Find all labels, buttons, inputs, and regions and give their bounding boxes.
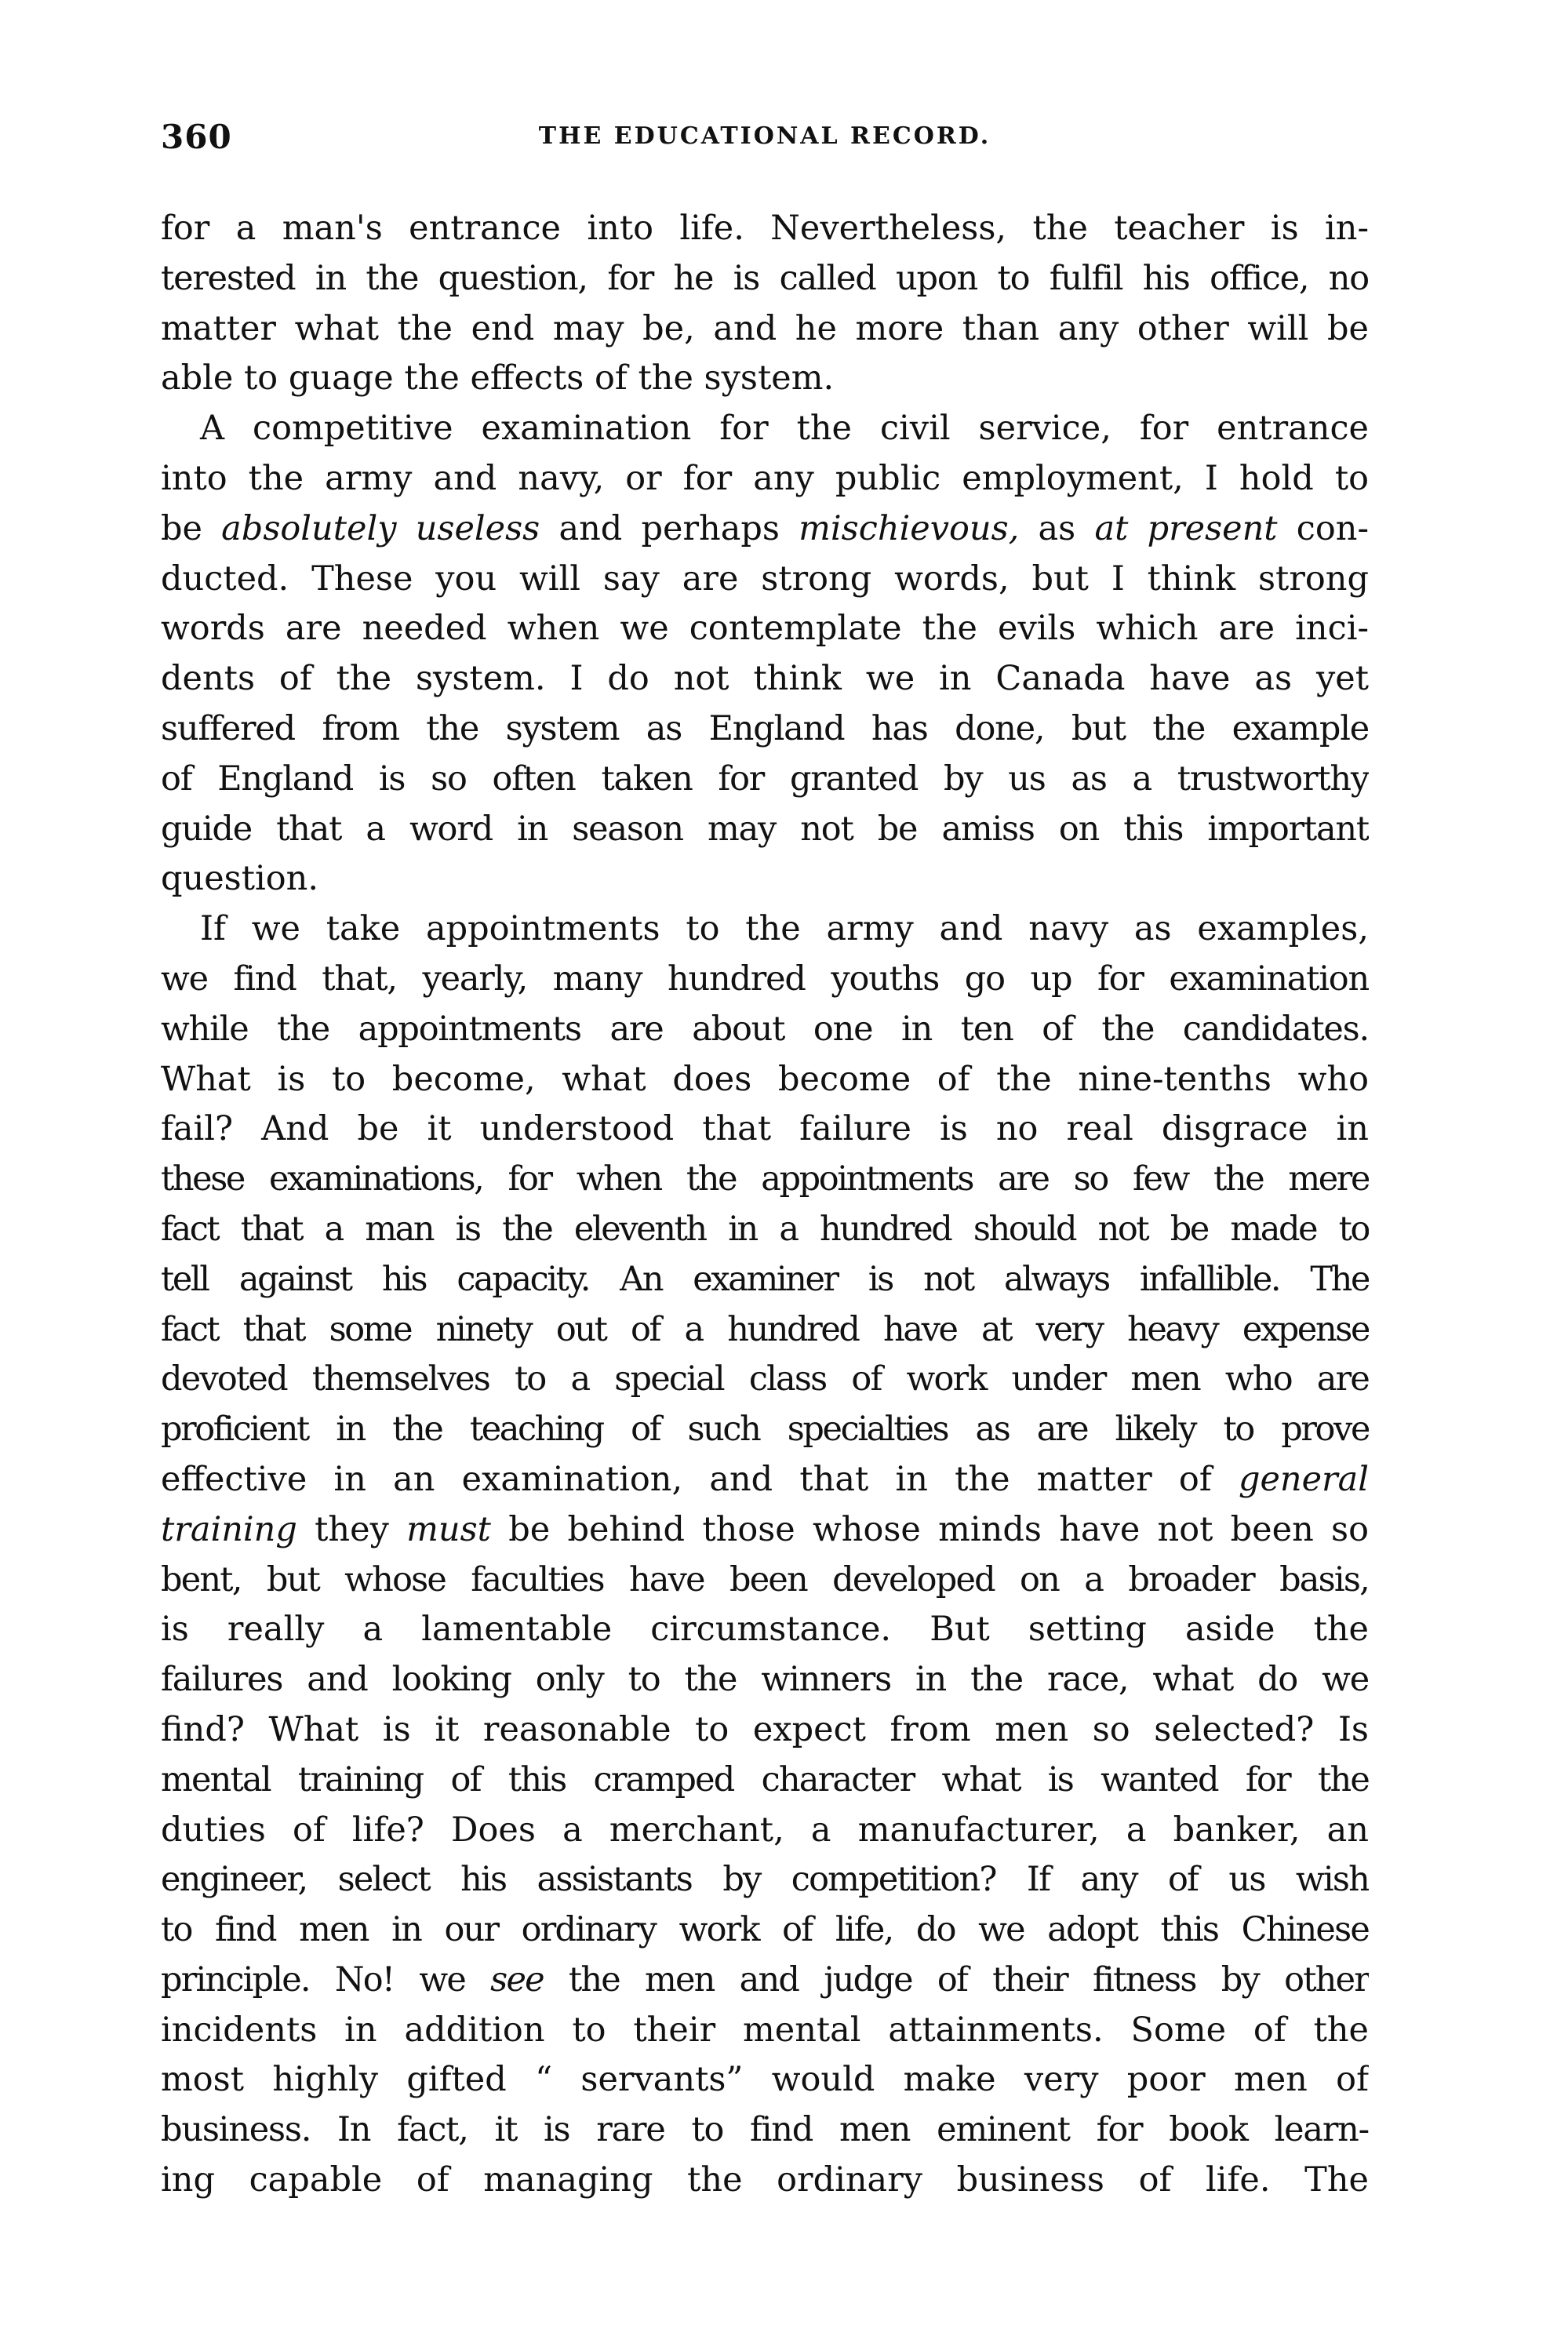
text-line: ing capable of managing the ordinary business of life. The [161, 2160, 1369, 2200]
text-line: ducted. These you will say are strong words, but I think strong [161, 559, 1369, 599]
running-head: THE EDUCATIONAL RECORD. [538, 122, 991, 150]
text-line: fact that a man is the eleventh in a hundred should not be made to [161, 1209, 1369, 1249]
text-line: principle. No! we see the men and judge of their fitness by other [161, 1959, 1369, 1999]
text-line: training they must be behind those whose minds have not been so [161, 1509, 1369, 1549]
text-line: engineer, select his assistants by competition? If any of us wish [161, 1860, 1369, 1900]
paragraph [161, 904, 1369, 2206]
paragraph [161, 204, 1369, 404]
text-line: mental training of this cramped character what is wanted for the [161, 1759, 1369, 1799]
text-line: tell against his capacity. An examiner is not always infallible. The [161, 1259, 1369, 1299]
text-line: is really a lamentable circumstance. But setting aside the [161, 1610, 1369, 1650]
text-line: guide that a word in season may not be amiss on this important [161, 809, 1369, 849]
text-line: A competitive examination for the civil service, for entrance [200, 409, 1369, 449]
text-line: business. In fact, it is rare to find men eminent for book learn- [161, 2110, 1369, 2150]
emphasis: training [161, 1509, 297, 1549]
text-line: matter what the end may be, and he more than any other will be [161, 308, 1369, 348]
page-number: 360 [161, 118, 232, 156]
emphasis: at present [1094, 508, 1278, 548]
page-header [161, 118, 1369, 173]
text-line: while the appointments are about one in ten of the candidates. [161, 1009, 1369, 1049]
text-line: effective in an examination, and that in the matter of general [161, 1459, 1369, 1499]
text-line: find? What is it reasonable to expect from men so selected? Is [161, 1709, 1369, 1749]
text-line: words are needed when we contemplate the evils which are inci- [161, 609, 1369, 649]
text-line: devoted themselves to a special class of work under men who are [161, 1359, 1369, 1399]
text-line: most highly gifted “ servants” would make very poor men of [161, 2060, 1369, 2100]
text-line: suffered from the system as England has done, but the example [161, 708, 1369, 748]
text-line: for a man's entrance into life. Nevertheless, the teacher is in- [161, 209, 1369, 248]
emphasis: absolutely useless [221, 508, 540, 548]
text-line: If we take appointments to the army and navy as examples, [200, 909, 1369, 949]
emphasis: see [490, 1959, 544, 1999]
text-line: failures and looking only to the winners in the race, what do we [161, 1660, 1369, 1700]
text-line: these examinations, for when the appointments are so few the mere [161, 1159, 1369, 1199]
emphasis: mischievous, [799, 508, 1020, 548]
text-line: be absolutely useless and perhaps mischievous, as at present con- [161, 508, 1369, 548]
text-line: fact that some ninety out of a hundred have at very heavy expense [161, 1309, 1369, 1349]
text-line: into the army and navy, or for any public employment, I hold to [161, 458, 1369, 498]
text-line: to find men in our ordinary work of life, do we adopt this Chinese [161, 1910, 1369, 1950]
text-line: duties of life? Does a merchant, a manufacturer, a banker, an [161, 1810, 1369, 1850]
emphasis: general [1238, 1459, 1369, 1499]
text-line: bent, but whose faculties have been developed on a broader basis, [161, 1559, 1369, 1599]
text-line: dents of the system. I do not think we in Canada have as yet [161, 659, 1369, 699]
text-line: proficient in the teaching of such specialties as are likely to prove [161, 1410, 1369, 1450]
emphasis: must [406, 1509, 491, 1549]
text-line: able to guage the effects of the system. [161, 358, 835, 398]
text-line: terested in the question, for he is called upon to fulfil his office, no [161, 258, 1369, 298]
text-line: question. [161, 859, 319, 899]
text-line: fail? And be it understood that failure is no real disgrace in [161, 1109, 1369, 1149]
text-line: we find that, yearly, many hundred youths go up for examination [161, 959, 1369, 999]
text-line: incidents in addition to their mental attainments. Some of the [161, 2010, 1369, 2050]
text-line: of England is so often taken for granted by us as a trustworthy [161, 759, 1369, 799]
page [161, 118, 1369, 2206]
text-line: What is to become, what does become of the nine-tenths who [161, 1059, 1369, 1099]
paragraph [161, 404, 1369, 904]
